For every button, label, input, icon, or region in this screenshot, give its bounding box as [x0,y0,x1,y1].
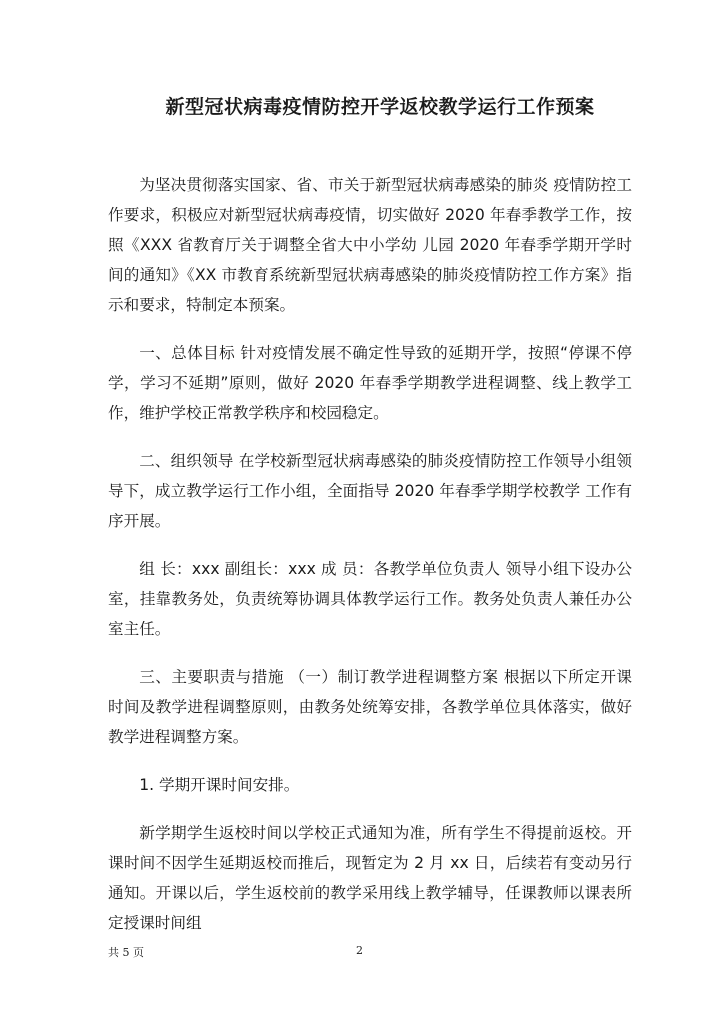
paragraph-organization: 二、组织领导 在学校新型冠状病毒感染的肺炎疫情防控工作领导小组领导下，成立教学运行工作小组，全面指导 2020 年春季学期学校教学 工作有序开展。 [108,452,632,530]
document-title: 新型冠状病毒疫情防控开学返校教学运行工作预案 [165,96,595,118]
paragraph-members: 组 长：xxx 副组长：xxx 成 员：各教学单位负责人 领导小组下设办公室，挂靠教务处，负责统筹协调具体教学运行工作。教务处负责人兼任办公室主任。 [108,560,632,638]
page-number: 2 [356,944,363,957]
paragraph-overall-goal: 一、总体目标 针对疫情发展不确定性导致的延期开学，按照“停课不停学，学习不延期”原则，做好 2020 年春季学期教学进程调整、线上教学工作，维护学校正常教学秩序和校园稳定。 [108,344,632,422]
paragraph-duties: 三、主要职责与措施 （一）制订教学进程调整方案 根据以下所定开课时间及教学进程调整原则，由教务处统筹安排，各教学单位具体落实，做好教学进程调整方案。 [108,668,632,746]
total-pages-label: 共 5 页 [108,946,144,959]
paragraph-intro: 为坚决贯彻落实国家、省、市关于新型冠状病毒感染的肺炎 疫情防控工作要求，积极应对新型冠状病毒疫情，切实做好 2020 年春季教学工作，按照《XXX 省教育厅关于调整全省大中小学幼 儿园 2020 年春季学期开学时间的通知》《XX 市教育系统新型冠状病毒感染的肺炎疫情防控工作方案》指示和要求，特制定本预案。 [108,176,632,314]
paragraph-schedule-heading: 1. 学期开课时间安排。 [139,776,300,794]
paragraph-schedule-detail: 新学期学生返校时间以学校正式通知为准，所有学生不得提前返校。开课时间不因学生延期返校而推后，现暂定为 2 月 xx 日，后续若有变动另行通知。开课以后，学生返校前的教学采用线上教学辅导，任课教师以课表所定授课时间组 [108,824,632,932]
document-body [108,170,632,956]
